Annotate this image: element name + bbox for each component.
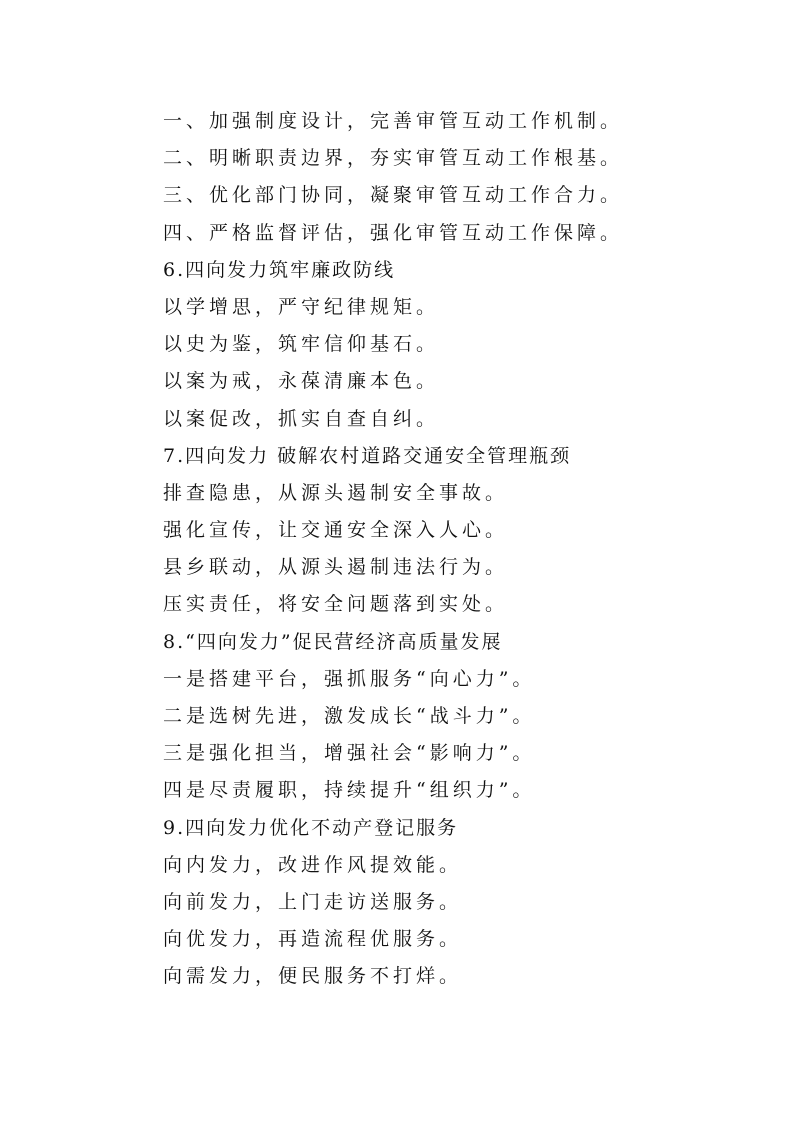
section-heading: 8.“四向发力”促民营经济高质量发展 bbox=[163, 630, 503, 653]
list-item: 一是搭建平台，强抓服务“向心力”。 bbox=[163, 667, 536, 690]
section-heading: 7.四向发力 破解农村道路交通安全管理瓶颈 bbox=[163, 444, 572, 467]
list-item: 向需发力，便民服务不打烊。 bbox=[163, 965, 463, 988]
list-item: 向内发力，改进作风提效能。 bbox=[163, 853, 463, 876]
list-item: 二、明晰职责边界，夯实审管互动工作根基。 bbox=[163, 147, 624, 170]
document-body bbox=[163, 103, 723, 996]
list-item: 以史为鉴，筑牢信仰基石。 bbox=[163, 333, 440, 356]
list-item: 向优发力，再造流程优服务。 bbox=[163, 928, 463, 951]
section-heading: 6.四向发力筑牢廉政防线 bbox=[163, 258, 396, 281]
section-heading: 9.四向发力优化不动产登记服务 bbox=[163, 816, 459, 839]
list-item: 一、加强制度设计，完善审管互动工作机制。 bbox=[163, 110, 624, 132]
list-item: 以案促改，抓实自查自纠。 bbox=[163, 407, 440, 430]
list-item: 四是尽责履职，持续提升“组织力”。 bbox=[163, 779, 536, 802]
list-item: 压实责任，将安全问题落到实处。 bbox=[163, 593, 509, 616]
list-item: 二是选树先进，激发成长“战斗力”。 bbox=[163, 705, 536, 727]
list-item: 以案为戒，永葆清廉本色。 bbox=[163, 370, 440, 393]
list-item: 强化宣传，让交通安全深入人心。 bbox=[163, 519, 509, 542]
list-item: 以学增思，严守纪律规矩。 bbox=[163, 295, 440, 318]
list-item: 三、优化部门协同，凝聚审管互动工作合力。 bbox=[163, 184, 624, 207]
list-item: 向前发力，上门走访送服务。 bbox=[163, 890, 463, 913]
list-item: 三是强化担当，增强社会“影响力”。 bbox=[163, 742, 536, 765]
list-item: 排查隐患，从源头遏制安全事故。 bbox=[163, 481, 509, 504]
list-item: 四、严格监督评估，强化审管互动工作保障。 bbox=[163, 221, 624, 244]
list-item: 县乡联动，从源头遏制违法行为。 bbox=[163, 556, 509, 579]
